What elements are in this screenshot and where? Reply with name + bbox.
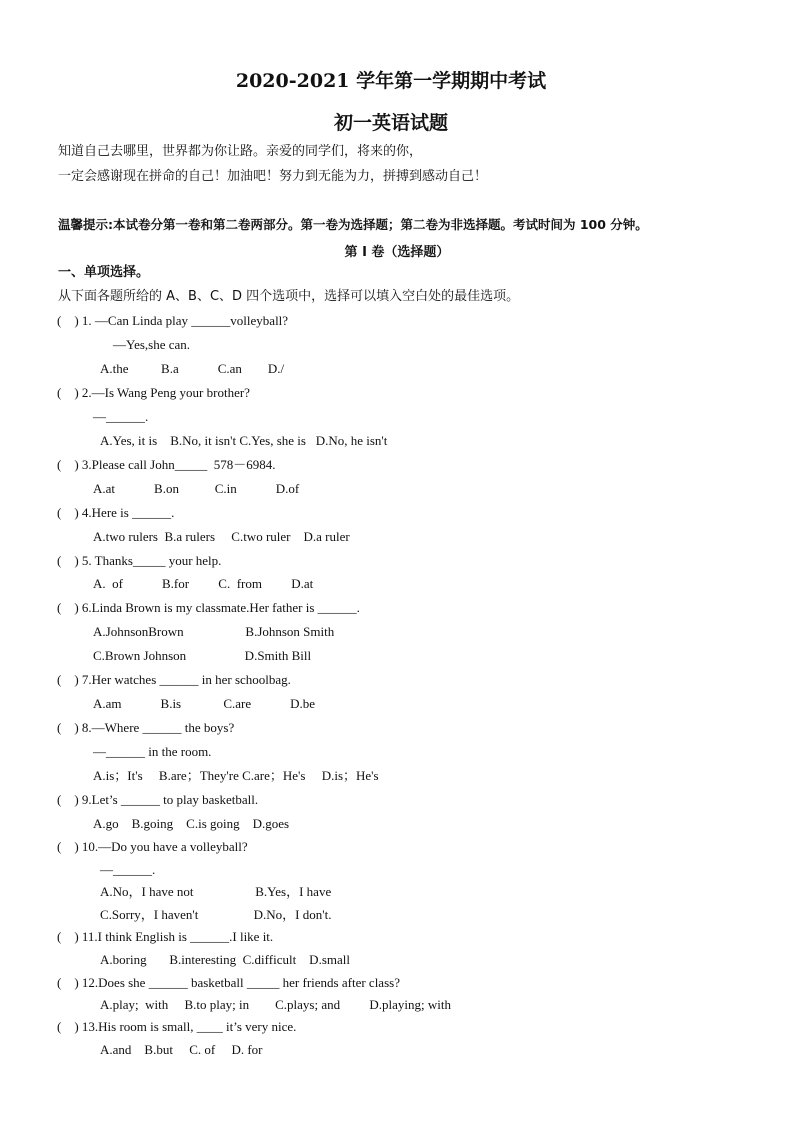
part1-title: 第 I 卷（选择题） <box>344 245 450 260</box>
question-line: ( ) 6.Linda Brown is my classmate.Her father is ______. <box>57 600 360 615</box>
question-line: ( ) 9.Let’s ______ to play basketball. <box>57 792 259 807</box>
question-line: A.at B.on C.in D.of <box>93 481 300 496</box>
exam-title: 2020-2021 学年第一学期期中考试 <box>235 70 547 92</box>
question-line: A. of B.for C. from D.at <box>93 576 314 591</box>
question-line: ( ) 8.—Where ______ the boys? <box>57 720 235 735</box>
question-line: ( ) 7.Her watches ______ in her schoolbag. <box>57 672 291 687</box>
question-line: ( ) 10.—Do you have a volleyball? <box>57 839 248 854</box>
intro-line: 一定会感谢现在拼命的自己！加油吧！努力到无能为力，拼搏到感动自己！ <box>58 169 488 184</box>
question-line: A.Yes, it is B.No, it isn't C.Yes, she is D.No, he isn't <box>100 433 388 448</box>
section1-heading: 一、单项选择。 <box>58 265 150 280</box>
exam-tip: 温馨提示:本试卷分第一卷和第二卷两部分。第一卷为选择题；第二卷为非选择题。考试时间为 100 分钟。 <box>58 217 648 232</box>
question-line: ( ) 4.Here is ______. <box>57 505 175 520</box>
question-line: —______. <box>100 862 156 877</box>
question-line: ( ) 3.Please call John_____ 578－6984. <box>57 457 276 472</box>
question-line: ( ) 13.His room is small, ____ it’s very nice. <box>57 1019 297 1034</box>
question-line: C.Brown Johnson D.Smith Bill <box>93 648 312 663</box>
question-line: A.and B.but C. of D. for <box>100 1042 263 1057</box>
question-line: ( ) 12.Does she ______ basketball _____ her friends after class? <box>57 975 400 990</box>
intro-line: 知道自己去哪里，世界都为你让路。亲爱的同学们，将来的你， <box>58 144 423 159</box>
question-line: A.play; with B.to play; in C.plays; and D.playing; with <box>100 997 451 1012</box>
question-line: ( ) 1. —Can Linda play ______volleyball? <box>57 313 289 328</box>
question-line: A.boring B.interesting C.difficult D.small <box>100 952 350 967</box>
question-line: C.Sorry，I haven't D.No，I don't. <box>100 907 332 922</box>
question-line: ( ) 5. Thanks_____ your help. <box>57 553 222 568</box>
question-line: ( ) 11.I think English is ______.I like it. <box>57 929 274 944</box>
question-line: —______. <box>93 409 149 424</box>
exam-subtitle: 初一英语试题 <box>333 112 448 134</box>
section1-instruction: 从下面各题所给的 A、B、C、D 四个选项中，选择可以填入空白处的最佳选项。 <box>58 289 520 304</box>
question-line: A.am B.is C.are D.be <box>93 696 316 711</box>
question-line: A.No，I have not B.Yes，I have <box>100 884 332 899</box>
question-line: A.is；It's B.are；They're C.are；He's D.is；He's <box>93 768 379 783</box>
question-line: ( ) 2.—Is Wang Peng your brother? <box>57 385 250 400</box>
question-line: —Yes,she can. <box>113 337 191 352</box>
question-line: A.the B.a C.an D./ <box>100 361 285 376</box>
question-line: A.two rulers B.a rulers C.two ruler D.a ruler <box>93 529 350 544</box>
question-line: A.go B.going C.is going D.goes <box>93 816 290 831</box>
question-line: —______ in the room. <box>93 744 212 759</box>
question-line: A.JohnsonBrown B.Johnson Smith <box>93 624 335 639</box>
